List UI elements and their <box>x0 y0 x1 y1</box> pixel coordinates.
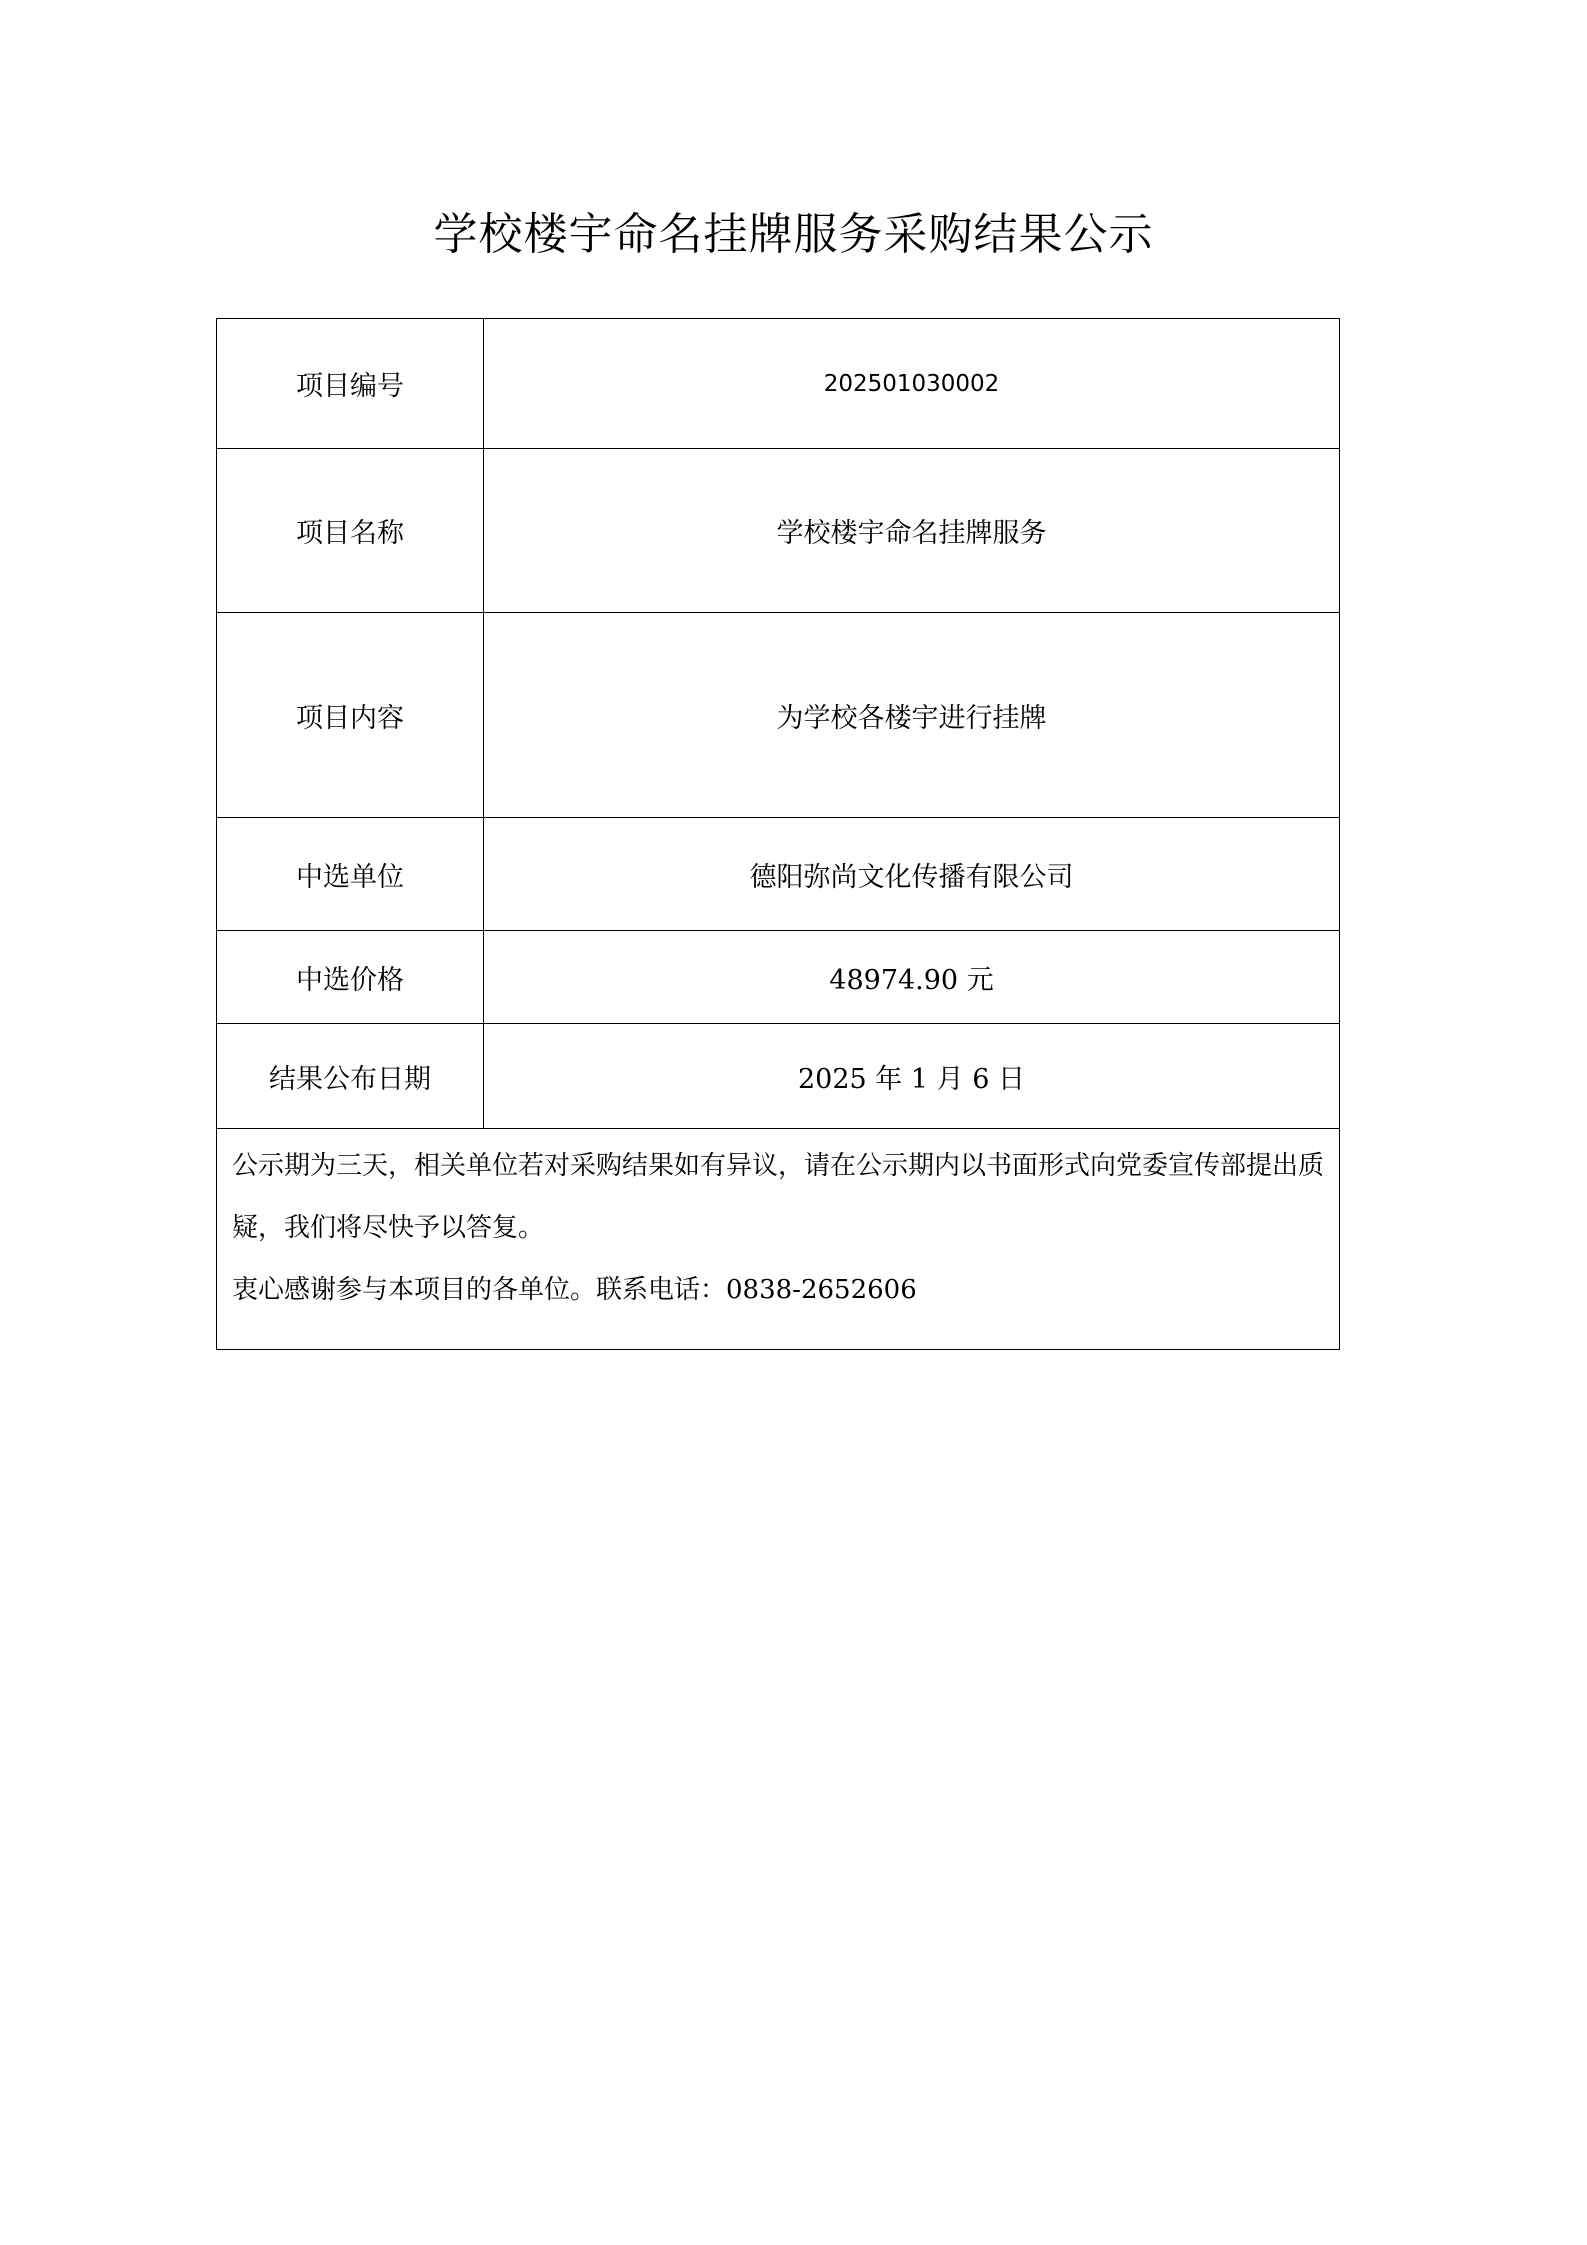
page-title: 学校楼宇命名挂牌服务采购结果公示 <box>433 209 1154 260</box>
project-content-value: 为学校各楼宇进行挂牌 <box>484 613 1340 818</box>
notice-paragraph-objection: 公示期为三天，相关单位若对采购结果如有异议，请在公示期内以书面形式向党委宣传部提出质疑，我们将尽快予以答复。 <box>232 1151 1325 1243</box>
project-name-value: 学校楼宇命名挂牌服务 <box>484 449 1340 613</box>
selected-price-value: 48974.90 元 <box>484 931 1340 1024</box>
project-content-label: 项目内容 <box>217 613 484 818</box>
table-row-selected-price <box>217 931 1340 1024</box>
project-number-label: 项目编号 <box>217 319 484 449</box>
table-row-project-content <box>217 613 1340 818</box>
publish-date-label: 结果公布日期 <box>217 1024 484 1129</box>
project-number-value: 202501030002 <box>484 319 1340 449</box>
table-row-project-number <box>217 319 1340 449</box>
publish-date-value: 2025 年 1 月 6 日 <box>484 1024 1340 1129</box>
table-row-selected-supplier <box>217 818 1340 931</box>
selected-supplier-label: 中选单位 <box>217 818 484 931</box>
notice-cell <box>217 1129 1340 1350</box>
selected-supplier-value: 德阳弥尚文化传播有限公司 <box>484 818 1340 931</box>
procurement-result-table <box>216 318 1340 1350</box>
notice-paragraph-contact: 衷心感谢参与本项目的各单位。联系电话：0838-2652606 <box>232 1275 917 1305</box>
project-name-label: 项目名称 <box>217 449 484 613</box>
table-row-project-name <box>217 449 1340 613</box>
table-row-notice <box>217 1129 1340 1350</box>
selected-price-label: 中选价格 <box>217 931 484 1024</box>
table-row-publish-date <box>217 1024 1340 1129</box>
